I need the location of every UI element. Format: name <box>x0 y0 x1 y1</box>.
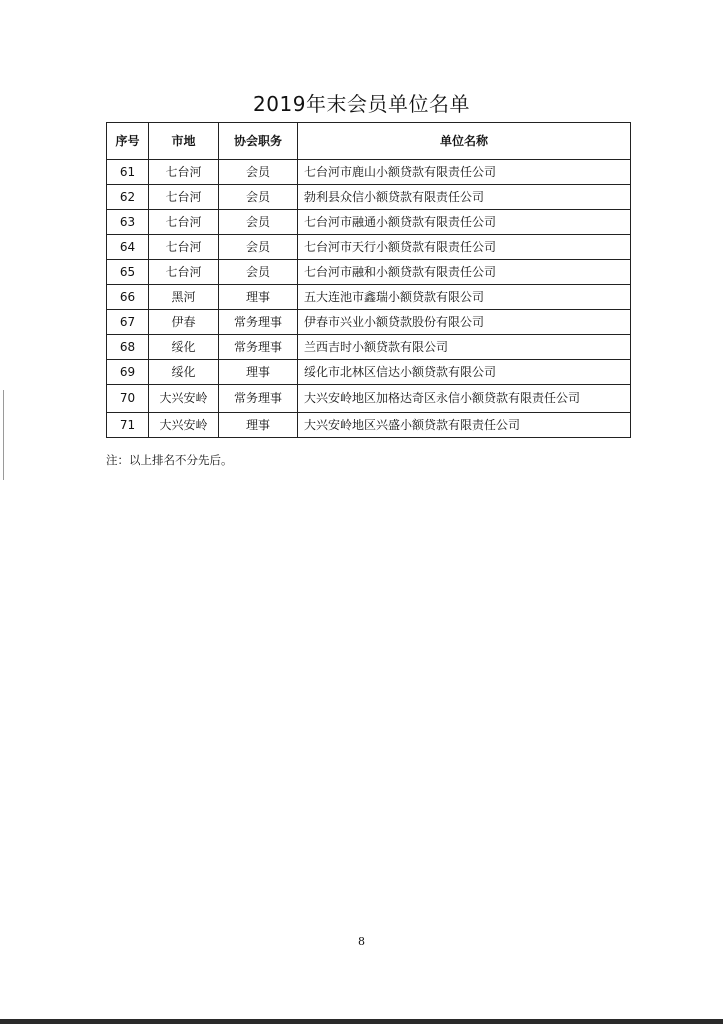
cell-unit-name: 绥化市北林区信达小额贷款有限公司 <box>298 360 631 385</box>
cell-no: 71 <box>107 413 149 438</box>
cell-city: 七台河 <box>149 210 219 235</box>
scan-margin-mark <box>3 390 4 480</box>
cell-city: 黑河 <box>149 285 219 310</box>
table-row <box>107 385 631 413</box>
cell-role: 理事 <box>219 285 298 310</box>
cell-city: 大兴安岭 <box>149 413 219 438</box>
table-row <box>107 210 631 235</box>
table-row <box>107 360 631 385</box>
table-row <box>107 285 631 310</box>
cell-city: 七台河 <box>149 160 219 185</box>
cell-no: 61 <box>107 160 149 185</box>
cell-city: 绥化 <box>149 360 219 385</box>
cell-unit-name: 兰西吉时小额贷款有限公司 <box>298 335 631 360</box>
cell-no: 63 <box>107 210 149 235</box>
cell-role: 理事 <box>219 413 298 438</box>
cell-no: 64 <box>107 235 149 260</box>
cell-no: 67 <box>107 310 149 335</box>
column-header-city: 市地 <box>149 123 219 160</box>
cell-no: 62 <box>107 185 149 210</box>
cell-unit-name: 勃利县众信小额贷款有限责任公司 <box>298 185 631 210</box>
cell-city: 绥化 <box>149 335 219 360</box>
cell-role: 理事 <box>219 360 298 385</box>
table-row <box>107 185 631 210</box>
footnote: 注：以上排名不分先后。 <box>106 453 233 467</box>
table-header-row <box>107 123 631 160</box>
cell-unit-name: 七台河市鹿山小额贷款有限责任公司 <box>298 160 631 185</box>
page-number: 8 <box>358 935 365 948</box>
cell-city: 七台河 <box>149 260 219 285</box>
cell-role: 会员 <box>219 260 298 285</box>
cell-no: 66 <box>107 285 149 310</box>
cell-no: 65 <box>107 260 149 285</box>
table-row <box>107 260 631 285</box>
cell-role: 会员 <box>219 160 298 185</box>
table-row <box>107 235 631 260</box>
cell-role: 常务理事 <box>219 310 298 335</box>
table-row <box>107 335 631 360</box>
cell-unit-name: 大兴安岭地区加格达奇区永信小额贷款有限责任公司 <box>298 385 631 413</box>
cell-unit-name: 七台河市融通小额贷款有限责任公司 <box>298 210 631 235</box>
cell-role: 会员 <box>219 210 298 235</box>
column-header-role: 协会职务 <box>219 123 298 160</box>
cell-city: 伊春 <box>149 310 219 335</box>
column-header-unit-name: 单位名称 <box>298 123 631 160</box>
cell-role: 常务理事 <box>219 335 298 360</box>
cell-no: 69 <box>107 360 149 385</box>
member-table <box>106 122 631 438</box>
cell-unit-name: 七台河市天行小额贷款有限责任公司 <box>298 235 631 260</box>
cell-unit-name: 伊春市兴业小额贷款股份有限公司 <box>298 310 631 335</box>
table-row <box>107 310 631 335</box>
table-row <box>107 160 631 185</box>
cell-role: 会员 <box>219 235 298 260</box>
cell-unit-name: 大兴安岭地区兴盛小额贷款有限责任公司 <box>298 413 631 438</box>
cell-city: 七台河 <box>149 185 219 210</box>
cell-role: 会员 <box>219 185 298 210</box>
cell-role: 常务理事 <box>219 385 298 413</box>
page-title: 2019年末会员单位名单 <box>253 92 470 116</box>
cell-no: 70 <box>107 385 149 413</box>
cell-city: 大兴安岭 <box>149 385 219 413</box>
cell-unit-name: 五大连池市鑫瑞小额贷款有限公司 <box>298 285 631 310</box>
scan-bottom-edge <box>0 1019 723 1024</box>
cell-city: 七台河 <box>149 235 219 260</box>
cell-no: 68 <box>107 335 149 360</box>
table-row <box>107 413 631 438</box>
cell-unit-name: 七台河市融和小额贷款有限责任公司 <box>298 260 631 285</box>
column-header-no: 序号 <box>107 123 149 160</box>
